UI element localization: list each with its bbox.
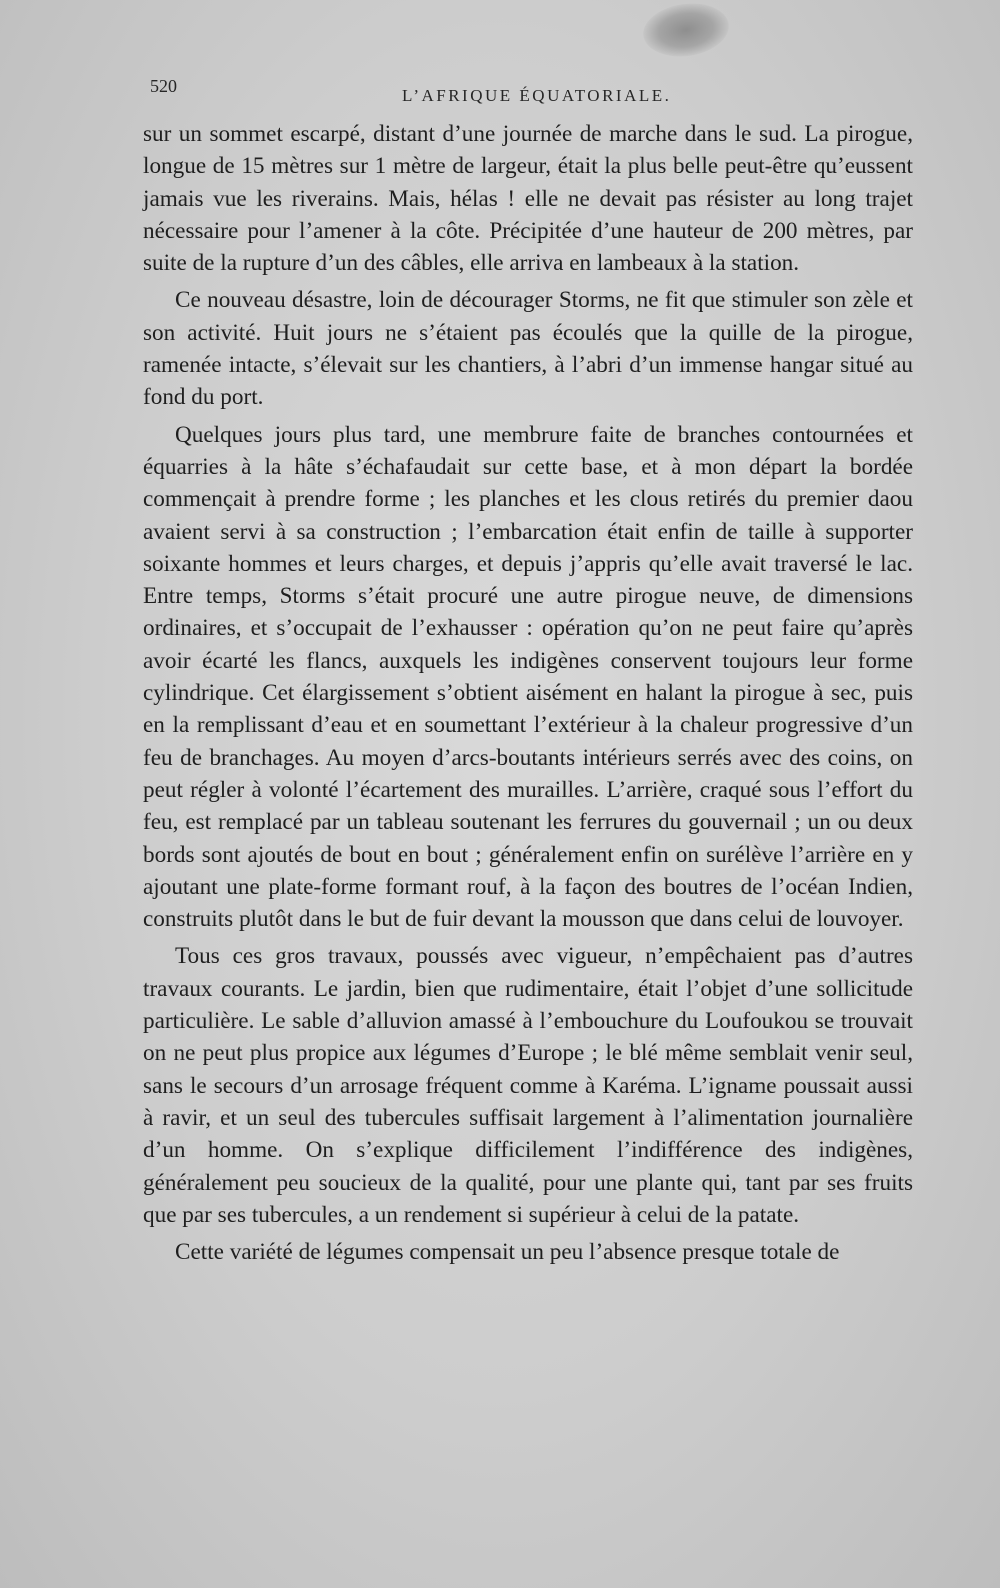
paragraph-continued: sur un sommet escarpé, distant d’une journée de marche dans le sud. La pirogue, longue de 15 mètres sur 1 mètre de largeur, était la plus belle peut-être qu’eussent jamais vue les riverains. Mais, hélas ! elle ne devait pas résister au long trajet nécessaire pour l’amener à la côte. Précipitée d’une hauteur de 200 mètres, par suite de la rupture d’un des câbles, elle arriva en lambeaux à la station. [143,121,913,277]
body-text [143,118,913,1268]
paragraph: Quelques jours plus tard, une membrure faite de branches contournées et équarries à la hâte s’échafaudait sur cette base, et à mon départ la bordée commençait à prendre forme ; les planches et les clous retirés du premier daou avaient servi à sa construction ; l’embarcation était enfin de taille à supporter soixante hommes et leurs charges, et depuis j’appris qu’elle avait traversé le lac. Entre temps, Storms s’était procuré une autre pirogue neuve, de dimensions ordinaires, et s’occupait de l’exhausser : opération qu’on ne peut faire qu’après avoir écarté les flancs, auxquels les indigènes conservent toujours leur forme cylindrique. Cet élargissement s’obtient aisément en halant la pirogue à sec, puis en la remplissant d’eau et en soumettant l’extérieur à la chaleur progressive d’un feu de branchages. Au moyen d’arcs-boutants intérieurs serrés avec des coins, on peut régler à volonté l’écartement des murailles. L’arrière, craqué sous l’effort du feu, est remplacé par un tableau soutenant les ferrures du gouvernail ; un ou deux bords sont ajoutés de bout en bout ; généralement enfin on surélève l’arrière en y ajoutant une plate-forme formant rouf, à la façon des boutres de l’océan Indien, construits plutôt dans le but de fuir devant la mousson que dans celui de louvoyer. [143,421,913,933]
paragraph: Tous ces gros travaux, poussés avec vigueur, n’empêchaient pas d’autres travaux courants. Le jardin, bien que rudimentaire, était l’objet d’une sollicitude particulière. Le sable d’alluvion amassé à l’embouchure du Loufoukou se trouvait on ne peut plus propice aux légumes d’Europe ; le blé même semblait venir seul, sans le secours d’un arrosage fréquent comme à Karéma. L’igname poussait aussi à ravir, et un seul des tubercules suffisait largement à l’alimentation journalière d’un homme. On s’explique difficilement l’indifférence des indigènes, généralement peu soucieux de la qualité, pour une plante qui, tant par ses fruits que par ses tubercules, a un rendement si supérieur à celui de la patate. [143,943,913,1228]
paragraph: Ce nouveau désastre, loin de décourager Storms, ne fit que stimuler son zèle et son activité. Huit jours ne s’étaient pas écoulés que la quille de la pirogue, ramenée intacte, s’élevait sur les chantiers, à l’abri d’un immense hangar situé au fond du port. [143,287,913,411]
ink-stain [640,0,732,62]
paragraph-last: Cette variété de légumes compensait un peu l’absence presque totale de [175,1239,840,1266]
page-header [150,72,910,112]
page-number: 520 [150,76,177,96]
running-title: L’AFRIQUE ÉQUATORIALE. [402,86,672,105]
